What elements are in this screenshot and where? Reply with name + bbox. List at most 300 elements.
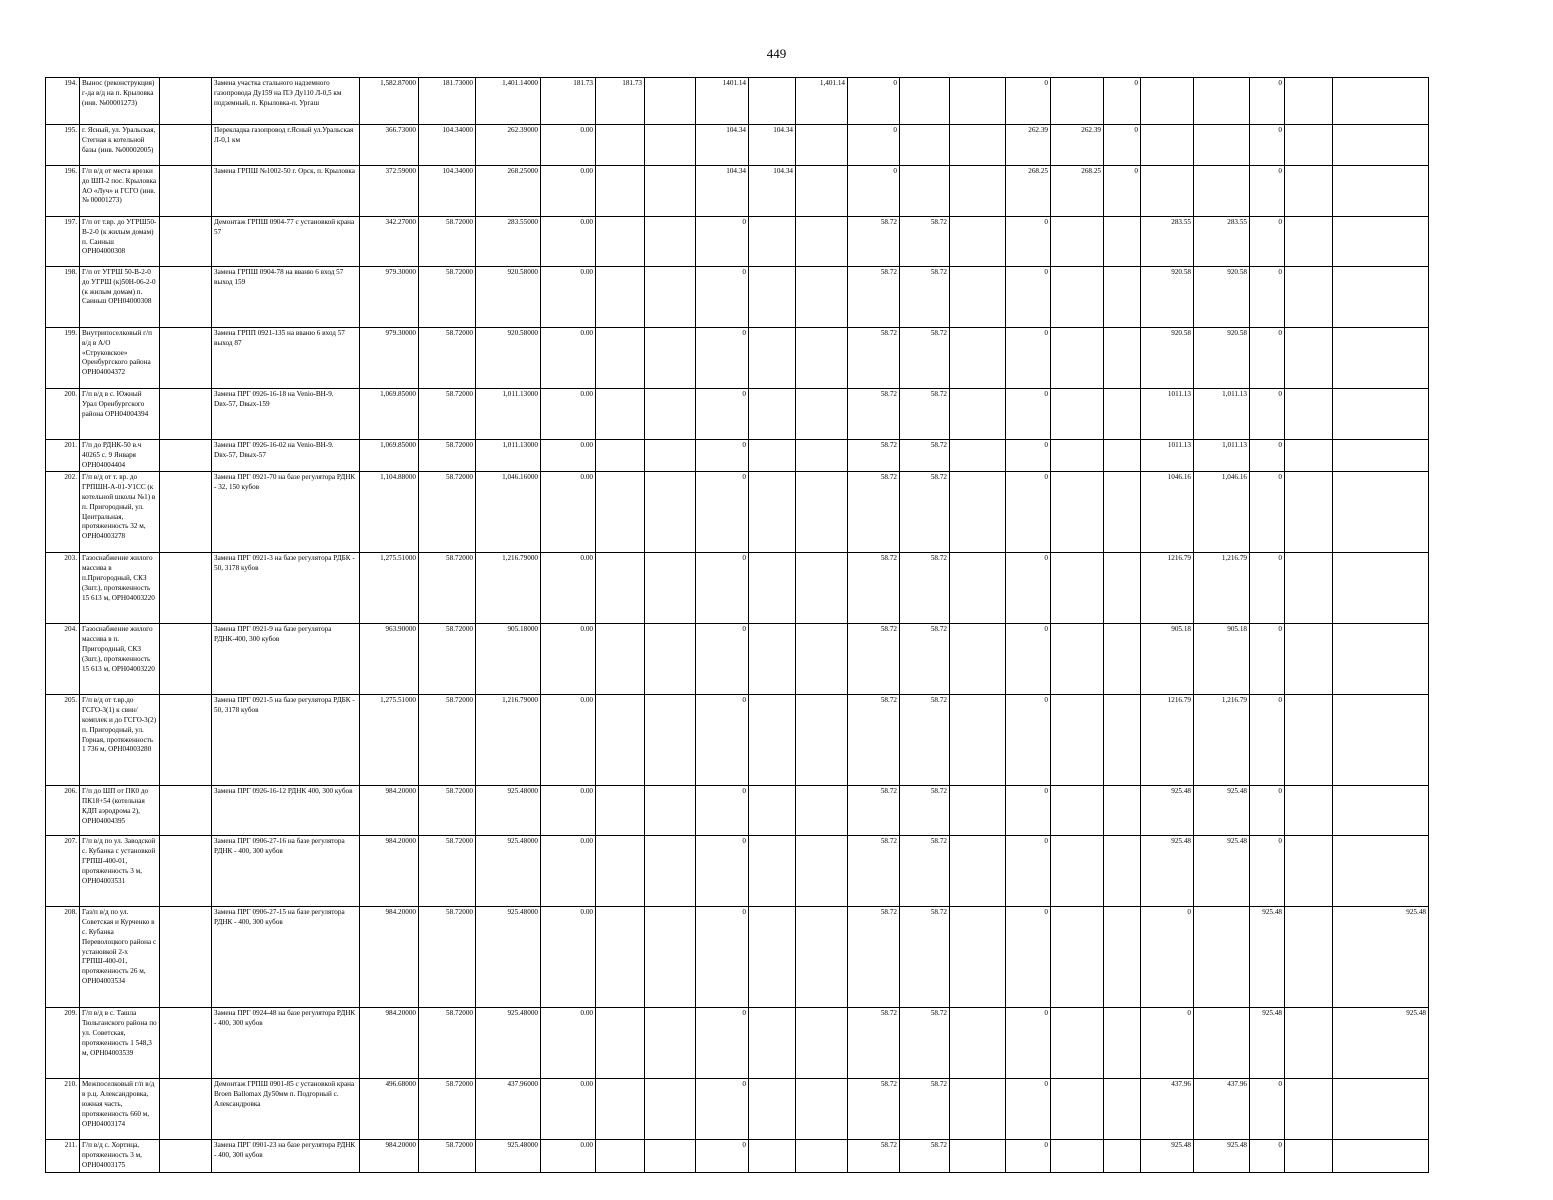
- value-cell: [749, 1008, 796, 1079]
- object-name: Г/п до РДНК-50 в.ч 40265 с. 9 Января ОРН04004404: [80, 440, 160, 472]
- value-cell: 925.48: [1250, 907, 1285, 1008]
- value-cell: [1141, 78, 1194, 125]
- work-description: Замена ПРГ 0926-16-02 на Venio-ВН-9. Dвх-57, Dвых-57: [212, 440, 360, 472]
- value-cell: [950, 328, 1006, 389]
- empty-cell: [160, 389, 212, 440]
- row-number: 199.: [46, 328, 80, 389]
- value-cell: [645, 553, 696, 624]
- value-cell: [1333, 166, 1429, 217]
- row-number: 198.: [46, 267, 80, 328]
- value-cell: 984.20000: [360, 836, 419, 907]
- value-cell: 283.55: [1141, 217, 1194, 267]
- value-cell: 58.72: [900, 907, 950, 1008]
- value-cell: 58.72000: [419, 267, 476, 328]
- work-description: Замена ПРГ 0901-23 на базе регулятора РДНК - 400, 300 кубов: [212, 1140, 360, 1172]
- value-cell: [1285, 472, 1333, 553]
- value-cell: 58.72: [900, 1008, 950, 1079]
- value-cell: 0: [1006, 78, 1051, 125]
- value-cell: [596, 836, 645, 907]
- value-cell: 58.72: [848, 907, 900, 1008]
- value-cell: [796, 217, 848, 267]
- value-cell: 104.34: [696, 166, 749, 217]
- value-cell: 58.72: [848, 328, 900, 389]
- value-cell: 1,401.14000: [476, 78, 541, 125]
- value-cell: 58.72: [900, 217, 950, 267]
- value-cell: 0: [696, 1008, 749, 1079]
- value-cell: [596, 217, 645, 267]
- value-cell: [1285, 440, 1333, 472]
- value-cell: [749, 328, 796, 389]
- value-cell: [1333, 472, 1429, 553]
- value-cell: 0: [848, 78, 900, 125]
- value-cell: 58.72: [848, 389, 900, 440]
- value-cell: [1285, 217, 1333, 267]
- value-cell: [950, 217, 1006, 267]
- value-cell: 1,216.79: [1194, 553, 1250, 624]
- table-row: [46, 217, 1429, 267]
- value-cell: 0: [1250, 328, 1285, 389]
- value-cell: [950, 78, 1006, 125]
- value-cell: [796, 624, 848, 695]
- empty-cell: [160, 440, 212, 472]
- page-number: 449: [766, 46, 787, 61]
- value-cell: [1051, 472, 1104, 553]
- value-cell: [1333, 440, 1429, 472]
- value-cell: 925.48: [1141, 1140, 1194, 1172]
- value-cell: [1051, 624, 1104, 695]
- value-cell: [900, 78, 950, 125]
- object-name: Газоснабжение жилого массива в п.Пригородный, СКЗ (3шт.), протяженность 15 613 м, ОРН04003220: [80, 553, 160, 624]
- value-cell: 0: [1250, 472, 1285, 553]
- value-cell: 262.39: [1051, 125, 1104, 166]
- work-description: Замена ПРГ 0906-27-16 на базе регулятора РДНК - 400, 300 кубов: [212, 836, 360, 907]
- value-cell: 58.72000: [419, 836, 476, 907]
- value-cell: 58.72: [848, 786, 900, 836]
- value-cell: 283.55: [1194, 217, 1250, 267]
- value-cell: 58.72: [900, 786, 950, 836]
- value-cell: [645, 624, 696, 695]
- value-cell: [749, 1079, 796, 1140]
- value-cell: 0: [696, 1079, 749, 1140]
- value-cell: [1194, 166, 1250, 217]
- value-cell: [1051, 217, 1104, 267]
- empty-cell: [160, 217, 212, 267]
- work-description: Демонтаж ГРПШ 0901-85 с установкой крана Broen Ballomax Ду50мм п. Подгорный с. Александровка: [212, 1079, 360, 1140]
- value-cell: [796, 389, 848, 440]
- value-cell: [596, 786, 645, 836]
- value-cell: 58.72: [900, 267, 950, 328]
- value-cell: [596, 1008, 645, 1079]
- value-cell: [749, 786, 796, 836]
- value-cell: [645, 1140, 696, 1172]
- value-cell: 58.72: [900, 389, 950, 440]
- value-cell: [749, 78, 796, 125]
- value-cell: [796, 695, 848, 786]
- value-cell: [1051, 553, 1104, 624]
- value-cell: 58.72: [848, 472, 900, 553]
- value-cell: 0: [696, 836, 749, 907]
- value-cell: 181.73: [541, 78, 596, 125]
- value-cell: 0: [696, 1140, 749, 1172]
- value-cell: [796, 786, 848, 836]
- value-cell: [645, 217, 696, 267]
- value-cell: 58.72: [848, 217, 900, 267]
- value-cell: [1333, 624, 1429, 695]
- value-cell: [950, 472, 1006, 553]
- value-cell: [596, 125, 645, 166]
- table-row: [46, 78, 1429, 125]
- table-row: [46, 267, 1429, 328]
- value-cell: 58.72000: [419, 440, 476, 472]
- table-row: [46, 695, 1429, 786]
- value-cell: [749, 1140, 796, 1172]
- value-cell: 925.48: [1333, 907, 1429, 1008]
- value-cell: 920.58: [1194, 267, 1250, 328]
- value-cell: [950, 166, 1006, 217]
- value-cell: 920.58: [1141, 328, 1194, 389]
- value-cell: [596, 440, 645, 472]
- value-cell: [1285, 125, 1333, 166]
- value-cell: 0: [696, 553, 749, 624]
- table-row: [46, 440, 1429, 472]
- value-cell: 58.72: [900, 553, 950, 624]
- value-cell: 0.00: [541, 695, 596, 786]
- table-row: [46, 125, 1429, 166]
- row-number: 202.: [46, 472, 80, 553]
- value-cell: 262.39: [1006, 125, 1051, 166]
- value-cell: 0: [1250, 1140, 1285, 1172]
- work-description: Перекладка газопровод г.Ясный ул.Уральская Л-0,1 км: [212, 125, 360, 166]
- value-cell: 437.96000: [476, 1079, 541, 1140]
- value-cell: 925.48: [1141, 836, 1194, 907]
- empty-cell: [160, 125, 212, 166]
- value-cell: 0: [1250, 553, 1285, 624]
- value-cell: [796, 1079, 848, 1140]
- value-cell: 1401.14: [696, 78, 749, 125]
- value-cell: [1285, 267, 1333, 328]
- row-number: 197.: [46, 217, 80, 267]
- value-cell: [796, 1140, 848, 1172]
- work-description: Замена ПРГ 0921-3 на базе регулятора РДБК - 50, 3178 кубов: [212, 553, 360, 624]
- value-cell: 925.48: [1250, 1008, 1285, 1079]
- value-cell: 104.34: [749, 125, 796, 166]
- table-row: [46, 907, 1429, 1008]
- value-cell: [1285, 1140, 1333, 1172]
- value-cell: 1046.16: [1141, 472, 1194, 553]
- value-cell: [1104, 267, 1141, 328]
- value-cell: [1104, 328, 1141, 389]
- value-cell: 0: [1250, 786, 1285, 836]
- value-cell: [1333, 836, 1429, 907]
- value-cell: 0: [1006, 267, 1051, 328]
- row-number: 194.: [46, 78, 80, 125]
- value-cell: 0: [1006, 695, 1051, 786]
- value-cell: [1333, 553, 1429, 624]
- value-cell: 0: [1250, 624, 1285, 695]
- table-row: [46, 836, 1429, 907]
- value-cell: [796, 472, 848, 553]
- value-cell: [596, 695, 645, 786]
- value-cell: 58.72: [900, 440, 950, 472]
- value-cell: [749, 553, 796, 624]
- value-cell: [1194, 907, 1250, 1008]
- value-cell: [1104, 907, 1141, 1008]
- value-cell: 58.72000: [419, 907, 476, 1008]
- value-cell: [1285, 786, 1333, 836]
- value-cell: 0: [1250, 1079, 1285, 1140]
- empty-cell: [160, 1079, 212, 1140]
- value-cell: [796, 836, 848, 907]
- value-cell: [900, 166, 950, 217]
- value-cell: 0.00: [541, 440, 596, 472]
- value-cell: 1011.13: [1141, 440, 1194, 472]
- value-cell: 58.72000: [419, 1079, 476, 1140]
- work-description: Демонтаж ГРПШ 0904-77 с установкой крана 57: [212, 217, 360, 267]
- table-row: [46, 1008, 1429, 1079]
- value-cell: 0: [1006, 1008, 1051, 1079]
- value-cell: 1,401.14: [796, 78, 848, 125]
- table-row: [46, 472, 1429, 553]
- value-cell: [1333, 267, 1429, 328]
- value-cell: 925.48: [1194, 836, 1250, 907]
- value-cell: [596, 907, 645, 1008]
- value-cell: 104.34: [696, 125, 749, 166]
- row-number: 201.: [46, 440, 80, 472]
- value-cell: 0.00: [541, 786, 596, 836]
- value-cell: 0.00: [541, 472, 596, 553]
- value-cell: 1,216.79000: [476, 553, 541, 624]
- value-cell: 0: [1104, 166, 1141, 217]
- value-cell: [796, 907, 848, 1008]
- value-cell: [749, 907, 796, 1008]
- value-cell: 925.48000: [476, 1008, 541, 1079]
- value-cell: [950, 624, 1006, 695]
- value-cell: 0: [696, 472, 749, 553]
- value-cell: [950, 1140, 1006, 1172]
- value-cell: 0: [1250, 78, 1285, 125]
- value-cell: 0: [1250, 267, 1285, 328]
- value-cell: [1104, 1008, 1141, 1079]
- empty-cell: [160, 78, 212, 125]
- value-cell: 58.72000: [419, 553, 476, 624]
- object-name: г. Ясный, ул. Уральская, Стегная к котельной базы (инв. №00002005): [80, 125, 160, 166]
- value-cell: 0: [1141, 907, 1194, 1008]
- empty-cell: [160, 166, 212, 217]
- value-cell: 58.72000: [419, 1008, 476, 1079]
- value-cell: 925.48: [1194, 1140, 1250, 1172]
- value-cell: 920.58: [1141, 267, 1194, 328]
- value-cell: [1194, 1008, 1250, 1079]
- value-cell: [1285, 624, 1333, 695]
- value-cell: 0.00: [541, 1008, 596, 1079]
- value-cell: [950, 1079, 1006, 1140]
- table-row: [46, 328, 1429, 389]
- value-cell: 58.72: [848, 836, 900, 907]
- empty-cell: [160, 695, 212, 786]
- value-cell: [1285, 553, 1333, 624]
- value-cell: [1104, 1140, 1141, 1172]
- value-cell: 58.72: [848, 1079, 900, 1140]
- value-cell: 0: [696, 440, 749, 472]
- value-cell: 1216.79: [1141, 553, 1194, 624]
- value-cell: 0: [1006, 1079, 1051, 1140]
- work-description: Замена ПРГ 0906-27-15 на базе регулятора РДНК - 400, 300 кубов: [212, 907, 360, 1008]
- value-cell: 0.00: [541, 907, 596, 1008]
- value-cell: 58.72: [900, 624, 950, 695]
- object-name: Г/п в/д от места врезки до ШП-2 пос. Крыловка АО «Луч» и ГСГО (инв. № 00001273): [80, 166, 160, 217]
- value-cell: [1104, 217, 1141, 267]
- work-description: Замена ПРГ 0921-70 на базе регулятора РДНК - 32, 150 кубов: [212, 472, 360, 553]
- value-cell: 268.25000: [476, 166, 541, 217]
- value-cell: 0: [1250, 695, 1285, 786]
- table-row: [46, 624, 1429, 695]
- empty-cell: [160, 1140, 212, 1172]
- value-cell: 0: [1250, 166, 1285, 217]
- value-cell: 58.72000: [419, 786, 476, 836]
- value-cell: 0: [1006, 440, 1051, 472]
- value-cell: 0: [1006, 836, 1051, 907]
- value-cell: 925.48: [1194, 786, 1250, 836]
- object-name: Газоснабжение жилого массива в п. Пригородный, СКЗ (3шт.), протяженность 15 613 м, ОРН04003220: [80, 624, 160, 695]
- value-cell: 925.48000: [476, 836, 541, 907]
- value-cell: 0.00: [541, 1140, 596, 1172]
- work-description: Замена ПРГ 0926-16-12 РДНК 400, 300 кубов: [212, 786, 360, 836]
- value-cell: 0: [696, 217, 749, 267]
- value-cell: 437.96: [1194, 1079, 1250, 1140]
- value-cell: [1104, 786, 1141, 836]
- value-cell: 1,046.16000: [476, 472, 541, 553]
- empty-cell: [160, 907, 212, 1008]
- value-cell: 0.00: [541, 267, 596, 328]
- value-cell: 496.68000: [360, 1079, 419, 1140]
- value-cell: 0: [696, 624, 749, 695]
- value-cell: 58.72000: [419, 695, 476, 786]
- value-cell: 1,011.13000: [476, 440, 541, 472]
- object-name: Г/п в/д от т. вр. до ГРПШН-А-01-У1СС (к котельной школы №1) в п. Пригородный, ул. Центральная, протяженность 32 м, ОРН04003278: [80, 472, 160, 553]
- value-cell: 58.72: [900, 836, 950, 907]
- value-cell: 58.72: [848, 440, 900, 472]
- object-name: Г/п в/д в с. Южный Урал Оренбургского района ОРН04004394: [80, 389, 160, 440]
- value-cell: [1285, 836, 1333, 907]
- row-number: 211.: [46, 1140, 80, 1172]
- row-number: 207.: [46, 836, 80, 907]
- value-cell: [1333, 217, 1429, 267]
- value-cell: [749, 836, 796, 907]
- object-name: Г/п от УГРШ 50-В-2-0 до УГРШ (к)50Н-06-2-0 (к жилым домам) п. Саиньш ОРН04000308: [80, 267, 160, 328]
- value-cell: 58.72: [848, 1008, 900, 1079]
- row-number: 204.: [46, 624, 80, 695]
- value-cell: [1333, 78, 1429, 125]
- value-cell: 905.18: [1141, 624, 1194, 695]
- value-cell: 0.00: [541, 166, 596, 217]
- row-number: 210.: [46, 1079, 80, 1140]
- value-cell: 0.00: [541, 624, 596, 695]
- value-cell: [1104, 440, 1141, 472]
- value-cell: [950, 267, 1006, 328]
- value-cell: 58.72: [848, 624, 900, 695]
- object-name: Вынос (реконструкция) г-да в/д на п. Крыловка (инв. №00001273): [80, 78, 160, 125]
- value-cell: 0.00: [541, 553, 596, 624]
- value-cell: [796, 125, 848, 166]
- empty-cell: [160, 267, 212, 328]
- value-cell: 0: [1250, 125, 1285, 166]
- value-cell: [1285, 166, 1333, 217]
- value-cell: 1,069.85000: [360, 440, 419, 472]
- value-cell: [950, 389, 1006, 440]
- value-cell: 925.48000: [476, 907, 541, 1008]
- value-cell: 925.48: [1333, 1008, 1429, 1079]
- value-cell: 0: [1250, 440, 1285, 472]
- value-cell: 58.72000: [419, 472, 476, 553]
- value-cell: 905.18000: [476, 624, 541, 695]
- value-cell: [796, 553, 848, 624]
- value-cell: [1333, 1140, 1429, 1172]
- value-cell: 1,011.13: [1194, 440, 1250, 472]
- value-cell: [950, 440, 1006, 472]
- value-cell: 104.34000: [419, 125, 476, 166]
- object-name: Внутрипоселковый г/п в/д в А/О «Струковское» Оренбургского района ОРН04004372: [80, 328, 160, 389]
- value-cell: 58.72000: [419, 389, 476, 440]
- value-cell: [1194, 78, 1250, 125]
- value-cell: [1051, 267, 1104, 328]
- value-cell: [596, 1079, 645, 1140]
- row-number: 206.: [46, 786, 80, 836]
- value-cell: [1285, 1008, 1333, 1079]
- value-cell: [749, 440, 796, 472]
- value-cell: [645, 907, 696, 1008]
- value-cell: 0: [696, 389, 749, 440]
- work-description: Замена участка стального надземного газопровода Ду159 на ПЭ Ду110 Л-0,5 км подземный, п. Крыловка-п. Ургаш: [212, 78, 360, 125]
- value-cell: 1,011.13000: [476, 389, 541, 440]
- value-cell: 181.73000: [419, 78, 476, 125]
- value-cell: 0: [1006, 553, 1051, 624]
- value-cell: [1104, 553, 1141, 624]
- value-cell: [749, 472, 796, 553]
- work-description: Замена ПРГ 0921-9 на базе регулятора РДНК-400, 300 кубов: [212, 624, 360, 695]
- value-cell: 58.72: [848, 267, 900, 328]
- value-cell: [596, 267, 645, 328]
- value-cell: [1333, 125, 1429, 166]
- value-cell: [749, 389, 796, 440]
- value-cell: [645, 166, 696, 217]
- value-cell: 0: [1250, 217, 1285, 267]
- work-description: Замена ГРПШ №1002-50 г. Орск, п. Крыловка: [212, 166, 360, 217]
- work-description: Замена ПРГ 0924-48 на базе регулятора РДНК - 400, 300 кубов: [212, 1008, 360, 1079]
- value-cell: 104.34: [749, 166, 796, 217]
- value-cell: [749, 217, 796, 267]
- table-row: [46, 553, 1429, 624]
- work-description: Замена ПРГ 0921-5 на базе регулятора РДБК - 50, 3178 кубов: [212, 695, 360, 786]
- value-cell: [1051, 389, 1104, 440]
- value-cell: 58.72: [848, 553, 900, 624]
- value-cell: [645, 1079, 696, 1140]
- object-name: Г/п в/д с. Хортица, протяженность 3 м, ОРН04003175: [80, 1140, 160, 1172]
- value-cell: [596, 472, 645, 553]
- value-cell: [1051, 328, 1104, 389]
- value-cell: 0: [1250, 836, 1285, 907]
- value-cell: 0: [696, 695, 749, 786]
- value-cell: [1285, 78, 1333, 125]
- value-cell: 342.27000: [360, 217, 419, 267]
- value-cell: 979.30000: [360, 267, 419, 328]
- value-cell: [900, 125, 950, 166]
- value-cell: [596, 328, 645, 389]
- value-cell: [1285, 1079, 1333, 1140]
- value-cell: [749, 695, 796, 786]
- row-number: 200.: [46, 389, 80, 440]
- value-cell: 0: [1141, 1008, 1194, 1079]
- value-cell: 0: [696, 786, 749, 836]
